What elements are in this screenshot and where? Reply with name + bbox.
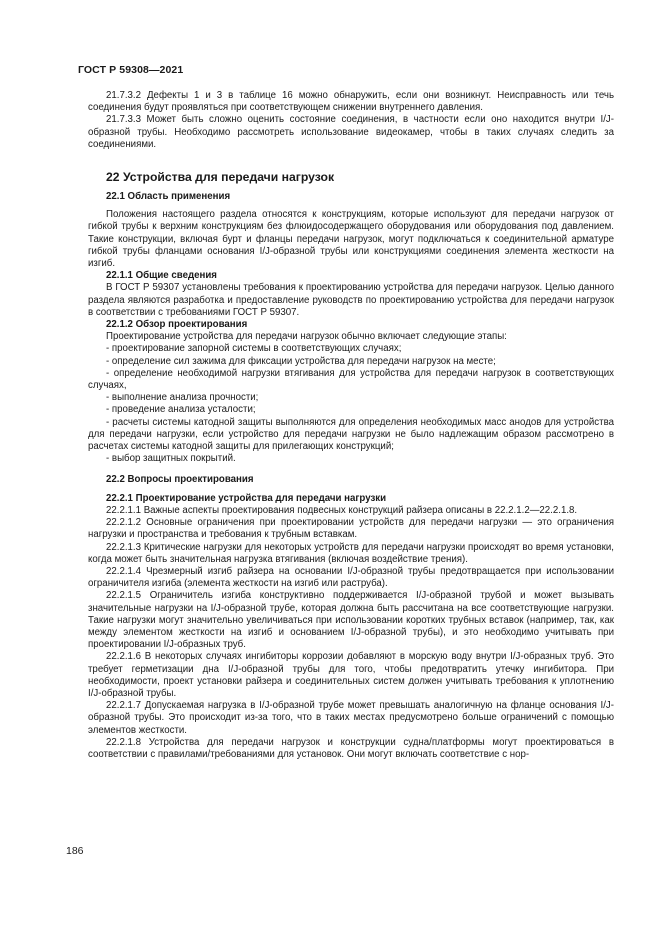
paragraph: 22.2.1.1 Важные аспекты проектирования подвесных конструкций райзера описаны в 22.2.1.2—22.2.1.8.: [106, 504, 578, 516]
paragraph: 22.2.1.2 Основные ограничения при проектировании устройств для передачи нагрузки — это ограничения нагрузки и пространства и требования к трубным вставкам.: [88, 517, 614, 541]
subsection-heading: 22.2 Вопросы проектирования: [106, 474, 254, 486]
document-body: [88, 90, 614, 761]
paragraph: 22.2.1.7 Допускаемая нагрузка в I/J-образной трубе может превышать аналогичную на фланце основания I/J-образной трубы. Это происходит из-за того, что в таких местах предусмотрено больше ограничений с помощью элементов жесткости.: [88, 700, 614, 736]
paragraph: 22.2.1.3 Критические нагрузки для некоторых устройств для передачи нагрузки происходят во время установки, когда может быть значительная нагрузка втягивания (включая воздействие трения).: [88, 541, 614, 565]
paragraph: - выполнение анализа прочности;: [106, 392, 259, 404]
clause-heading: 22.1.2 Обзор проектирования: [106, 319, 248, 331]
page-number: 186: [66, 845, 84, 857]
paragraph: Положения настоящего раздела относятся к конструкциям, которые используют для передачи нагрузок от гибкой трубы к верхним конструкциям без флюидосодержащего оборудования или оборудования под давлением. Такие конструкции, включая бурт и фланцы передачи нагрузок, могут подключаться к соединительной арматуре гибкой трубы фланцами основания I/J-образной трубы или конструкциями соединения элемента жесткости на изгиб.: [88, 209, 614, 270]
paragraph: - проектирование запорной системы в соответствующих случаях;: [106, 343, 402, 355]
paragraph: Проектирование устройства для передачи нагрузок обычно включает следующие этапы:: [106, 331, 507, 343]
paragraph: - определение необходимой нагрузки втягивания для устройства для передачи нагрузок в соответствующих случаях,: [88, 367, 614, 392]
paragraph: 21.7.3.3 Может быть сложно оценить состояние соединения, в частности если оно находится внутри I/J-образной трубы. Необходимо рассмотреть использование видеокамер, чтобы в таких случаях следить за соединениями.: [88, 114, 614, 150]
paragraph: 22.2.1.4 Чрезмерный изгиб райзера на основании I/J-образной трубы предотвращается при использовании ограничителя изгиба (элемента жесткости на изгиб или раструба).: [88, 565, 614, 590]
document-header: ГОСТ Р 59308—2021: [78, 64, 184, 76]
paragraph: - расчеты системы катодной защиты выполняются для определения необходимых масс анодов для устройства для передачи нагрузки, если устройство для передачи нагрузки не было надлежащим образом рассмотрено в расчетах системы катодной защиты для прилегающих конструкций;: [88, 416, 614, 453]
paragraph: - определение сил зажима для фиксации устройства для передачи нагрузок на месте;: [106, 355, 496, 367]
paragraph: 21.7.3.2 Дефекты 1 и 3 в таблице 16 можно обнаружить, если они возникнут. Неисправность или течь соединения будут проявляться при соответствующем снижении внутреннего давления.: [88, 90, 614, 114]
section-heading: 22 Устройства для передачи нагрузок: [106, 170, 335, 185]
paragraph: - проведение анализа усталости;: [106, 404, 256, 416]
clause-heading: 22.2.1 Проектирование устройства для передачи нагрузки: [106, 492, 387, 504]
paragraph: 22.2.1.5 Ограничитель изгиба конструктивно поддерживается I/J-образной трубой и может вызывать значительные нагрузки на I/J-образной трубе, которая должна быть рассчитана на все соответствующие нагрузки. Такие нагрузки могут значительно увеличиваться при использовании коротких трубных вставок (например, так, как между элементом жесткости на изгиб и основанием I/J-образной трубы), и это необходимо учитывать при проектировании I/J-образных труб.: [88, 590, 614, 651]
paragraph: 22.2.1.6 В некоторых случаях ингибиторы коррозии добавляют в морскую воду внутри I/J-образных труб. Это требует герметизации дна I/J-образной трубы для того, чтобы предотвратить утечку ингибитора. При необходимости, проект установки райзера и соединительных систем должен учитывать требования к уплотнению I/J-образной трубы.: [88, 651, 614, 699]
paragraph: 22.2.1.8 Устройства для передачи нагрузок и конструкции судна/платформы могут проектироваться в соответствии с правилами/требованиями для установок. Они могут включать соответствие с нор-: [88, 736, 614, 760]
paragraph: - выбор защитных покрытий.: [106, 453, 236, 465]
clause-heading: 22.1.1 Общие сведения: [106, 270, 217, 282]
paragraph: В ГОСТ Р 59307 установлены требования к проектированию устройства для передачи нагрузок. Целью данного раздела являются разработка и предоставление руководств по проектированию устройства для передачи нагрузок в соответствии с требованиями ГОСТ Р 59307.: [88, 282, 614, 318]
subsection-heading: 22.1 Область применения: [106, 191, 231, 203]
